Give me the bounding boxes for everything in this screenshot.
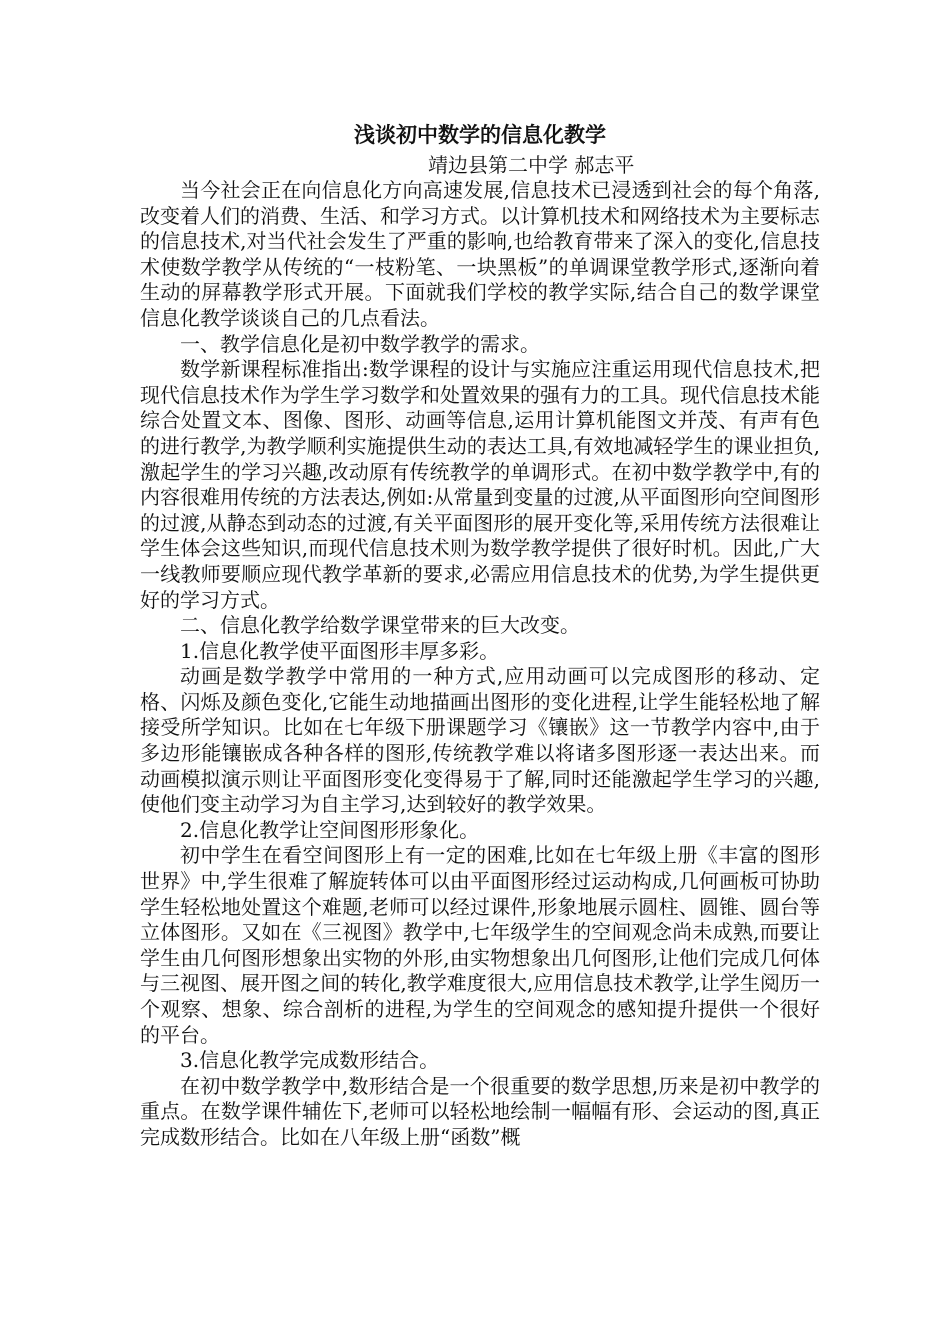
document-page	[140, 118, 820, 1151]
section-heading-1: 一、教学信息化是初中数学教学的需求。	[180, 331, 540, 356]
paragraph-intro: 当今社会正在向信息化方向高速发展,信息技术已浸透到社会的每个角落,改变着人们的消费、生活、和学习方式。以计算机技术和网络技术为主要标志的信息技术,对当代社会发生了严重的影响,也给教育带来了深入的变化,信息技术使数学教学从传统的“一枝粉笔、一块黑板”的单调课堂教学形式,逐渐向着生动的屏幕教学形式开展。下面就我们学校的教学实际,结合自己的数学课堂信息化教学谈谈自己的几点看法。	[140, 178, 820, 330]
paragraph-2-3: 在初中数学教学中,数形结合是一个很重要的数学思想,历来是初中教学的重点。在数学课件辅佐下,老师可以轻松地绘制一幅幅有形、会运动的图,真正完成数形结合。比如在八年级上册“函数”概	[140, 1073, 820, 1149]
paragraph-2-1: 动画是数学教学中常用的一种方式,应用动画可以完成图形的移动、定格、闪烁及颜色变化,它能生动地描画出图形的变化进程,让学生能轻松地了解接受所学知识。比如在七年级下册课题学习《镶嵌》这一节教学内容中,由于多边形能镶嵌成各种各样的图形,传统教学难以将诸多图形逐一表达出来。而动画模拟演示则让平面图形变化变得易于了解,同时还能激起学生学习的兴趣,使他们变主动学习为自主学习,达到较好的教学效果。	[140, 664, 820, 817]
document-title: 浅谈初中数学的信息化教学	[354, 123, 606, 147]
subheading-2-1: 1.信息化教学使平面图形丰厚多彩。	[180, 638, 500, 663]
subheading-2-3: 3.信息化教学完成数形结合。	[180, 1048, 440, 1073]
paragraph-section-1: 数学新课程标准指出:数学课程的设计与实施应注重运用现代信息技术,把现代信息技术作为学生学习数学和处置效果的强有力的工具。现代信息技术能综合处置文本、图像、图形、动画等信息,运用计算机能图文并茂、有声有色的进行教学,为教学顺利实施提供生动的表达工具,有效地减轻学生的课业担负,激起学生的学习兴趣,改动原有传统教学的单调形式。在初中数学教学中,有的内容很难用传统的方法表达,例如:从常量到变量的过渡,从平面图形向空间图形的过渡,从静态到动态的过渡,有关平面图形的展开变化等,采用传统方法很难让学生体会这些知识,而现代信息技术则为数学教学提供了很好时机。因此,广大一线教师要顺应现代教学革新的要求,必需应用信息技术的优势,为学生提供更好的学习方式。	[140, 357, 820, 612]
author-line: 靖边县第二中学 郝志平	[428, 153, 635, 177]
paragraph-2-2: 初中学生在看空间图形上有一定的困难,比如在七年级上册《丰富的图形世界》中,学生很难了解旋转体可以由平面图形经过运动构成,几何画板可协助学生轻松地处置这个难题,老师可以经过课件,形象地展示圆柱、圆锥、圆台等立体图形。又如在《三视图》教学中,七年级学生的空间观念尚未成熟,而要让学生由几何图形想象出实物的外形,由实物想象出几何图形,让他们完成几何体与三视图、展开图之间的转化,教学难度很大,应用信息技术教学,让学生阅历一个观察、想象、综合剖析的进程,为学生的空间观念的感知提升提供一个很好的平台。	[140, 843, 820, 1047]
subheading-2-2: 2.信息化教学让空间图形形象化。	[180, 817, 480, 842]
section-heading-2: 二、信息化教学给数学课堂带来的巨大改变。	[180, 613, 580, 638]
